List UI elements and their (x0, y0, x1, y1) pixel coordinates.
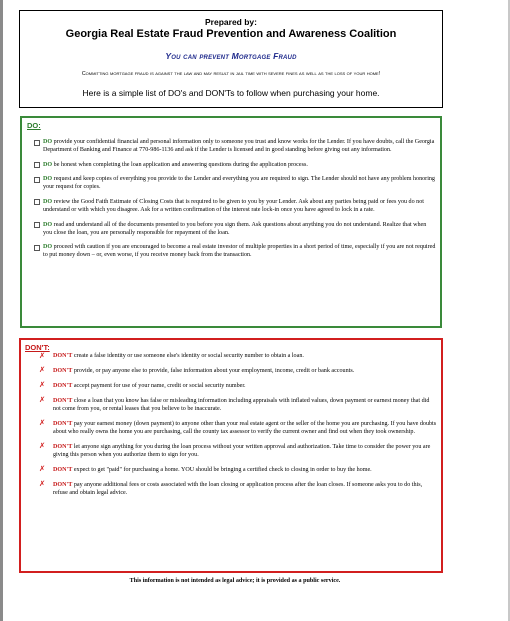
organization-name: Georgia Real Estate Fraud Prevention and Awareness Coalition (65, 28, 397, 40)
dont-keyword: DON'T (53, 353, 73, 359)
do-keyword: DO (43, 198, 53, 205)
do-list-item (34, 161, 436, 169)
dont-keyword: DON'T (53, 443, 73, 450)
fraud-warning: Committing mortgage fraud is against the law and may result in jail time with severe fines as well as the loss of your home! (81, 71, 381, 77)
dont-list-item (37, 420, 437, 436)
do-list-item (34, 138, 436, 154)
do-list (34, 138, 436, 266)
x-mark-icon: ✗ (39, 441, 46, 451)
do-list-item (34, 243, 436, 259)
header-box (19, 10, 443, 108)
x-mark-icon: ✗ (39, 464, 46, 474)
dont-keyword: DON'T (53, 466, 73, 473)
dont-keyword: DON'T (53, 367, 73, 374)
dont-list-item (37, 352, 437, 360)
do-item-text: proceed with caution if you are encouraged to become a real estate investor of multiple properties in a short period of time, especially if you are not required to put money down – or, even worse, if you receive money back from the transaction. (43, 244, 436, 259)
dont-item-text: accept payment for use of your name, credit or social security number. (72, 382, 246, 389)
dont-section (19, 338, 443, 573)
dont-list-item (37, 466, 437, 474)
checkbox-icon (34, 222, 40, 228)
do-keyword: DO (43, 161, 53, 168)
dont-item-text: create a false identity or use someone else's identity or social security number to obtain a loan. (72, 353, 304, 359)
checkbox-icon (34, 199, 40, 205)
do-list-item (34, 221, 436, 237)
do-list-item (34, 175, 436, 191)
x-mark-icon: ✗ (39, 380, 46, 390)
checkbox-icon (34, 140, 40, 146)
x-mark-icon: ✗ (39, 395, 46, 405)
dont-list-item (37, 367, 437, 375)
legal-disclaimer: This information is not intended as legal advice; it is provided as a public service. (129, 578, 341, 584)
do-section-title: DO: (27, 121, 41, 130)
intro-text: Here is a simple list of DO's and DON'Ts to follow when purchasing your home. (82, 88, 380, 98)
do-keyword: DO (43, 139, 53, 145)
checkbox-icon (34, 162, 40, 168)
checkbox-icon (34, 245, 40, 251)
dont-section-title: DON'T: (25, 343, 50, 352)
dont-item-text: let anyone sign anything for you during the loan process without your written approval and authorization. Take time to consider the power you are giving this person when you authorize them to sign for you. (53, 443, 431, 458)
x-mark-icon: ✗ (39, 365, 46, 375)
dont-item-text: provide, or pay anyone else to provide, false information about your employment, income, credit or bank accounts. (72, 367, 355, 374)
do-keyword: DO (43, 176, 53, 183)
dont-item-text: pay anyone additional fees or costs associated with the loan closing or application process after the loan closes. If someone asks you to do this, refuse and obtain legal advice. (53, 481, 423, 496)
do-section (20, 116, 442, 328)
prepared-by-label: Prepared by: (205, 17, 257, 27)
dont-keyword: DON'T (53, 481, 73, 488)
dont-list (37, 352, 437, 504)
tagline: You can prevent Mortgage Fraud (165, 51, 297, 61)
dont-list-item (37, 382, 437, 390)
x-mark-icon: ✗ (39, 479, 46, 489)
x-mark-icon: ✗ (39, 350, 46, 360)
dont-keyword: DON'T (53, 397, 73, 404)
dont-list-item (37, 443, 437, 459)
do-keyword: DO (43, 221, 53, 228)
dont-item-text: close a loan that you know has false or misleading information including appraisals with inflated values, down payment or earnest money that did not come from you, or rental leases that you believe to be inaccurate. (53, 397, 430, 412)
do-item-text: be honest when completing the loan application and answering questions during the application process. (52, 161, 308, 168)
do-item-text: request and keep copies of everything you provide to the Lender and everything you are required to sign. The Lender should not have any problem honoring your request for copies. (43, 176, 435, 191)
dont-list-item (37, 481, 437, 497)
do-item-text: provide your confidential financial and personal information only to someone you trust and know works for the Lender. If you have doubts, call the Georgia Department of Banking and Finance at 770-986-1136 and ask if the Lender is licensed and in good standing before giving out any information. (43, 139, 435, 154)
x-mark-icon: ✗ (39, 418, 46, 428)
do-item-text: review the Good Faith Estimate of Closing Costs that is required to be given to you by your Lender. Ask about any parties being paid or fees you do not understand or with which you disagree. Ask for a written confirmation of the interest rate lock-in once you have agreed to lock in a rate. (43, 198, 424, 214)
dont-list-item (37, 397, 437, 413)
dont-item-text: expect to get "paid" for purchasing a home. YOU should be bringing a certified check to closing in order to buy the home. (72, 466, 372, 473)
dont-item-text: pay your earnest money (down payment) to anyone other than your real estate agent or the seller of the home you are purchasing. If you have doubts about who really owns the home you are purchasing, call the county tax assessor to verify the current owner and find out when they took ownership. (53, 420, 437, 435)
dont-keyword: DON'T (53, 382, 73, 389)
checkbox-icon (34, 177, 40, 183)
page-left-edge (0, 0, 3, 621)
do-keyword: DO (43, 244, 53, 251)
do-list-item (34, 198, 436, 214)
dont-keyword: DON'T (53, 420, 73, 427)
do-item-text: read and understand all of the documents presented to you before you sign them. Ask questions about anything you do not understand. Realize that when you close the loan, you are personally responsible for repayment of the loan. (43, 221, 427, 236)
